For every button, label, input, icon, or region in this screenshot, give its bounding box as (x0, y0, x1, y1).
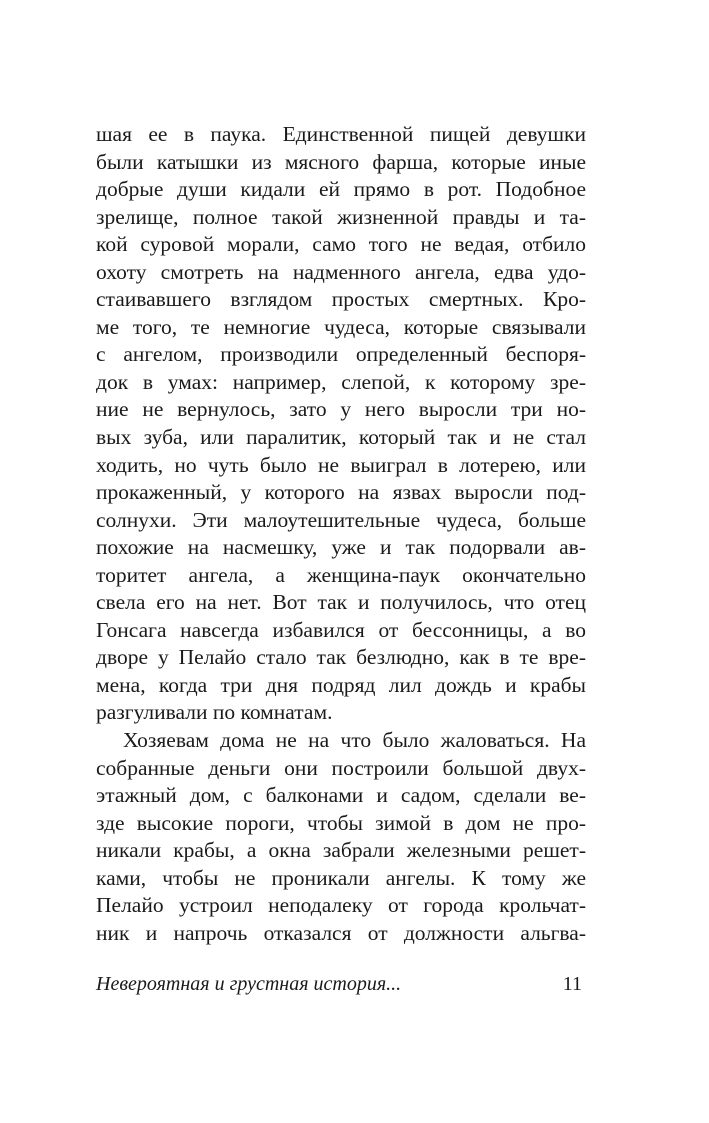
page-number: 11 (562, 973, 582, 995)
paragraph-2 (96, 727, 586, 947)
text-line: мена, когда три дня подряд лил дождь и крабы (96, 672, 586, 697)
text-line: охоту смотреть на надменного ангела, едва удо- (96, 259, 586, 284)
text-line: ние не вернулось, зато у него выросли три но- (96, 397, 586, 422)
text-line: с ангелом, производили определенный беспоря- (96, 342, 586, 367)
text-line: этажный дом, с балконами и садом, сделали ве- (96, 783, 586, 808)
text-line: дворе у Пелайо стало так безлюдно, как в те вре- (96, 645, 586, 670)
text-line: свела его на нет. Вот так и получилось, что отец (96, 590, 586, 615)
text-line: собранные деньги они построили большой двух- (96, 755, 586, 780)
text-line: были катышки из мясного фарша, которые иные (96, 149, 586, 174)
text-line: разгуливали по комнатам. (96, 700, 333, 725)
page-footer (96, 970, 586, 998)
body-text (96, 121, 586, 947)
text-line: вых зуба, или паралитик, который так и не стал (96, 425, 586, 450)
text-line: солнухи. Эти малоутешительные чудеса, больше (96, 507, 586, 532)
text-line: никали крабы, а окна забрали железными решет- (96, 838, 586, 863)
paragraph-1 (96, 121, 586, 727)
text-line: Хозяевам дома не на что было жаловаться. На (123, 728, 586, 753)
text-line: Пелайо устроил неподалеку от города крольчат- (96, 893, 586, 918)
text-line: стаивавшего взглядом простых смертных. Кро- (96, 287, 586, 312)
text-line: зде высокие пороги, чтобы зимой в дом не про- (96, 810, 586, 835)
text-line: похожие на насмешку, уже и так подорвали ав- (96, 535, 586, 560)
text-line: шая ее в паука. Единственной пищей девушки (96, 122, 586, 146)
text-line: Гонсага навсегда избавился от бессонницы, а во (96, 617, 586, 642)
text-line: док в умах: например, слепой, к которому зре- (96, 369, 586, 394)
text-line: ник и напрочь отказался от должности альгва- (96, 920, 586, 945)
text-line: добрые души кидали ей прямо в рот. Подобное (96, 177, 586, 202)
running-title: Невероятная и грустная история... (96, 973, 402, 995)
text-line: ме того, те немногие чудеса, которые связывали (96, 314, 586, 339)
text-line: торитет ангела, а женщина-паук окончательно (96, 562, 586, 587)
text-line: зрелище, полное такой жизненной правды и та- (96, 204, 586, 229)
text-line: ками, чтобы не проникали ангелы. К тому же (96, 865, 586, 890)
text-line: ходить, но чуть было не выиграл в лотерею, или (96, 452, 586, 477)
text-line: прокаженный, у которого на язвах выросли под- (96, 480, 586, 505)
text-line: кой суровой морали, само того не ведая, отбило (96, 232, 586, 257)
